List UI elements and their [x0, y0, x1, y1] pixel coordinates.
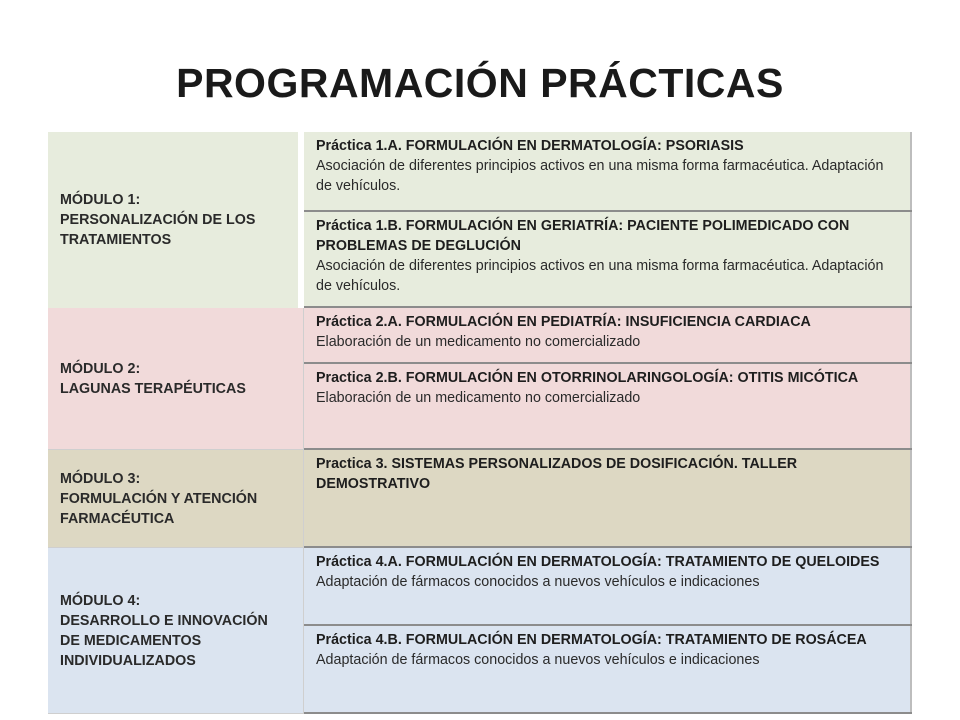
- page-title: PROGRAMACIÓN PRÁCTICAS: [176, 60, 784, 106]
- practice-title: Práctica 2.A. FORMULACIÓN EN PEDIATRÍA: INSUFICIENCIA CARDIACA: [316, 314, 811, 330]
- table-row: [48, 132, 912, 212]
- module-line: INDIVIDUALIZADOS: [60, 653, 196, 669]
- practice-cell-1b: [304, 212, 912, 308]
- module-cell-1: [48, 132, 304, 308]
- table-row: [48, 308, 912, 364]
- practice-description: Asociación de diferentes principios activos en una misma forma farmacéutica. Adaptación de vehículos.: [316, 258, 884, 294]
- practice-title: Práctica 4.B. FORMULACIÓN EN DERMATOLOGÍA: TRATAMIENTO DE ROSÁCEA: [316, 632, 867, 648]
- practice-cell-1a: [304, 132, 912, 212]
- module-heading: MÓDULO 1:: [60, 192, 141, 208]
- module-cell-2: [48, 308, 304, 450]
- practice-cell-4b: [304, 626, 912, 714]
- table-row: [48, 450, 912, 548]
- module-heading: MÓDULO 4:: [60, 593, 141, 609]
- practice-cell-2a: [304, 308, 912, 364]
- module-cell-4: [48, 548, 304, 714]
- practice-title: Practica 2.B. FORMULACIÓN EN OTORRINOLARINGOLOGÍA: OTITIS MICÓTICA: [316, 370, 859, 386]
- module-heading: MÓDULO 3:: [60, 471, 141, 487]
- module-line: PERSONALIZACIÓN DE LOS: [60, 212, 256, 228]
- module-line: DE MEDICAMENTOS: [60, 633, 202, 649]
- module-cell-3: [48, 450, 304, 548]
- practice-description: Elaboración de un medicamento no comercializado: [316, 334, 641, 350]
- module-line: LAGUNAS TERAPÉUTICAS: [60, 381, 246, 397]
- practice-description: Asociación de diferentes principios activos en una misma forma farmacéutica. Adaptación de vehículos.: [316, 158, 884, 194]
- module-heading: MÓDULO 2:: [60, 361, 141, 377]
- module-line: TRATAMIENTOS: [60, 232, 172, 248]
- practice-title: Práctica 1.A. FORMULACIÓN EN DERMATOLOGÍA: PSORIASIS: [316, 138, 744, 154]
- module-line: FARMACÉUTICA: [60, 511, 175, 527]
- practice-cell-3: [304, 450, 912, 548]
- practice-title: Práctica 4.A. FORMULACIÓN EN DERMATOLOGÍA: TRATAMIENTO DE QUELOIDES: [316, 554, 880, 570]
- practice-title: Práctica 1.B. FORMULACIÓN EN GERIATRÍA: PACIENTE POLIMEDICADO CON PROBLEMAS DE DEGLUCIÓN: [316, 218, 850, 254]
- practice-cell-4a: [304, 548, 912, 626]
- practice-description: Elaboración de un medicamento no comercializado: [316, 390, 641, 406]
- practice-title: Practica 3. SISTEMAS PERSONALIZADOS DE DOSIFICACIÓN. TALLER DEMOSTRATIVO: [316, 456, 798, 492]
- module-line: DESARROLLO E INNOVACIÓN: [60, 613, 268, 629]
- practices-table: [48, 132, 912, 714]
- table-row: [48, 548, 912, 626]
- practice-cell-2b: [304, 364, 912, 450]
- module-line: FORMULACIÓN Y ATENCIÓN: [60, 491, 258, 507]
- practice-description: Adaptación de fármacos conocidos a nuevos vehículos e indicaciones: [316, 574, 760, 590]
- practice-description: Adaptación de fármacos conocidos a nuevos vehículos e indicaciones: [316, 652, 760, 668]
